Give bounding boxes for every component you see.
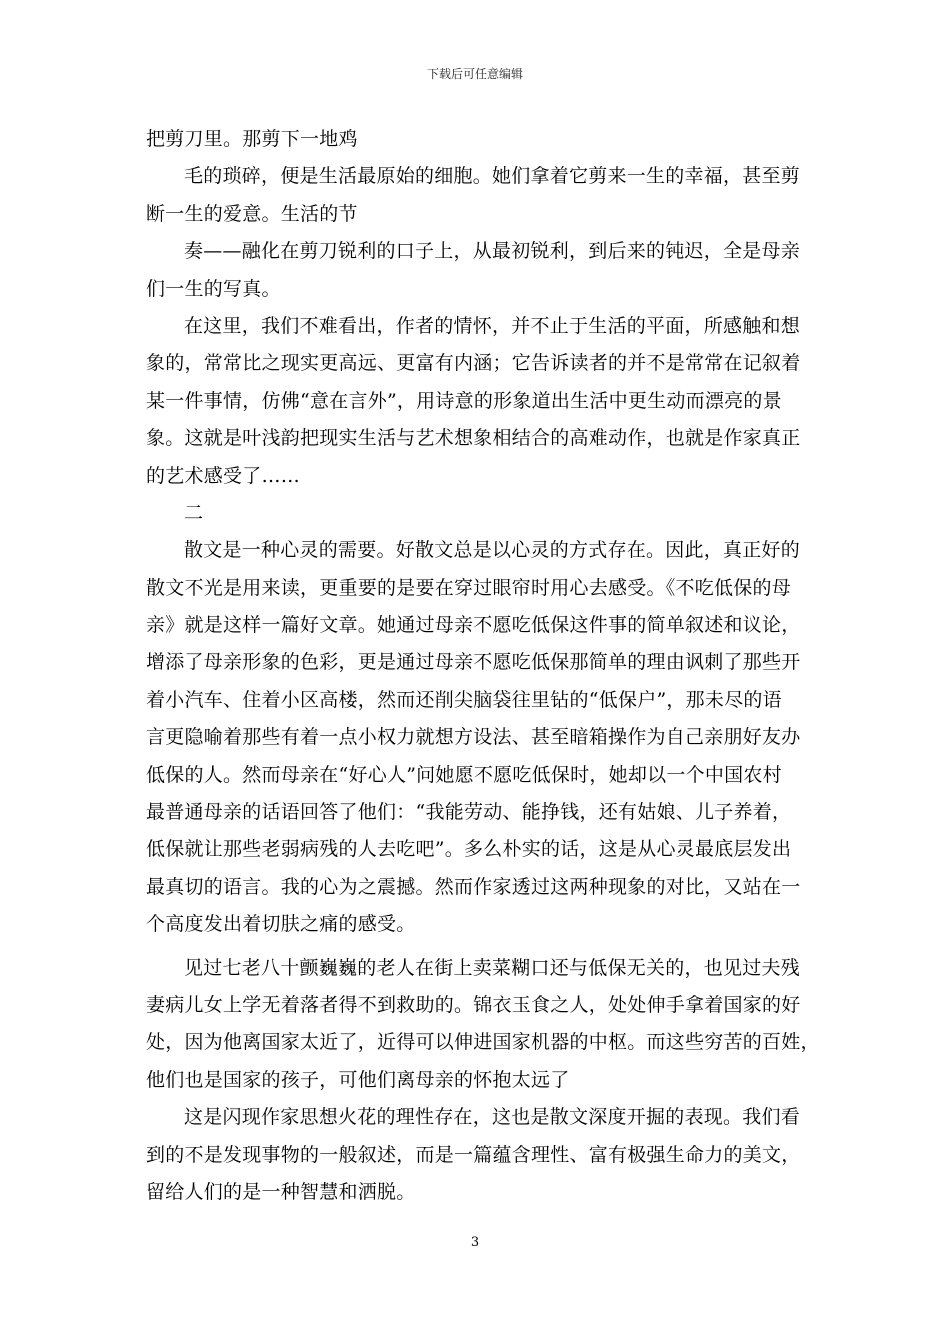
page-header: 下载后可任意编辑 <box>426 67 523 81</box>
text-line: 散文不光是用来读，更重要的是要在穿过眼帘时用心去感受。《不吃低保的母 <box>146 576 792 599</box>
text-line: 象。这就是叶浅韵把现实生活与艺术想象相结合的高难动作，也就是作家真正 <box>146 427 801 450</box>
paragraph <box>146 953 820 1103</box>
text-line: 在这里，我们不难看出，作者的情怀，并不止于生活的平面，所感触和想 <box>184 314 801 337</box>
text-line: 增添了母亲形象的色彩，更是通过母亲不愿吃低保那简单的理由讽刺了那些开 <box>146 651 801 674</box>
text-line: 奏——融化在剪刀锐利的口子上，从最初锐利，到后来的钝迟，全是母亲 <box>184 240 801 263</box>
text-line: 断一生的爱意。生活的节 <box>146 202 358 225</box>
text-line: 处，因为他离国家太近了，近得可以伸进国家机器的中枢。而这些穷苦的百姓， <box>146 1031 820 1054</box>
paragraph <box>146 236 808 311</box>
paragraph <box>146 1102 808 1214</box>
text-line: 他们也是国家的孩子，可他们离母亲的怀抱太远了 <box>146 1068 570 1091</box>
text-line: 亲》就是这样一篇好文章。她通过母亲不愿吃低保这件事的简单叙述和议论， <box>146 614 801 637</box>
page-number: 3 <box>470 1235 480 1250</box>
section-heading <box>146 498 808 535</box>
text-line: 散文是一种心灵的需要。好散文总是以心灵的方式存在。因此，真正好的 <box>184 539 801 562</box>
paragraph <box>146 124 808 161</box>
text-line: 这是闪现作家思想火花的理性存在，这也是散文深度开掘的表现。我们看 <box>184 1106 801 1129</box>
paragraph <box>146 161 808 236</box>
text-line: 留给人们的是一种智慧和洒脱。 <box>146 1180 416 1203</box>
text-line: 最真切的语言。我的心为之震撼。然而作家透过这两种现象的对比，又站在一 <box>146 875 801 898</box>
section-number: 二 <box>184 501 204 524</box>
text-line: 把剪刀里。那剪下一地鸡 <box>146 128 358 150</box>
text-line: 妻病儿女上学无着落者得不到救助的。锦衣玉食之人，处处伸手拿着国家的好 <box>146 993 801 1016</box>
text-line: 着小汽车、住着小区高楼，然而还削尖脑袋往里钻的“低保户”，那未尽的语 <box>146 688 782 711</box>
text-line: 低保就让那些老弱病残的人去吃吧”。多么朴实的话，这是从心灵最底层发出 <box>146 838 792 861</box>
text-line: 的艺术感受了…… <box>146 464 301 487</box>
document-body <box>146 124 820 1214</box>
text-line: 某一件事情，仿佛“意在言外”，用诗意的形象道出生活中更生动而漂亮的景 <box>146 389 782 412</box>
text-line: 见过七老八十颤巍巍的老人在街上卖菜糊口还与低保无关的，也见过夫残 <box>184 956 801 979</box>
text-line: 们一生的写真。 <box>146 277 281 300</box>
text-line: 最普通母亲的话语回答了他们：“我能劳动、能挣钱，还有姑娘、儿子养着， <box>146 801 792 824</box>
text-line: 低保的人。然而母亲在“好心人”问她愿不愿吃低保时，她却以一个中国农村 <box>146 763 782 786</box>
text-line: 到的不是发现事物的一般叙述，而是一篇蕴含理性、富有极强生命力的美文， <box>146 1143 801 1166</box>
text-line: 个高度发出着切肤之痛的感受。 <box>146 913 416 936</box>
paragraph <box>146 311 808 498</box>
paragraph <box>146 535 808 946</box>
text-line: 象的，常常比之现实更高远、更富有内涵；它告诉读者的并不是常常在记叙着 <box>146 352 801 375</box>
text-line: 言更隐喻着那些有着一点小权力就想方设法、甚至暗箱操作为自己亲朋好友办 <box>146 726 801 749</box>
text-line: 毛的琐碎，便是生活最原始的细胞。她们拿着它剪来一生的幸福，甚至剪 <box>184 165 801 188</box>
